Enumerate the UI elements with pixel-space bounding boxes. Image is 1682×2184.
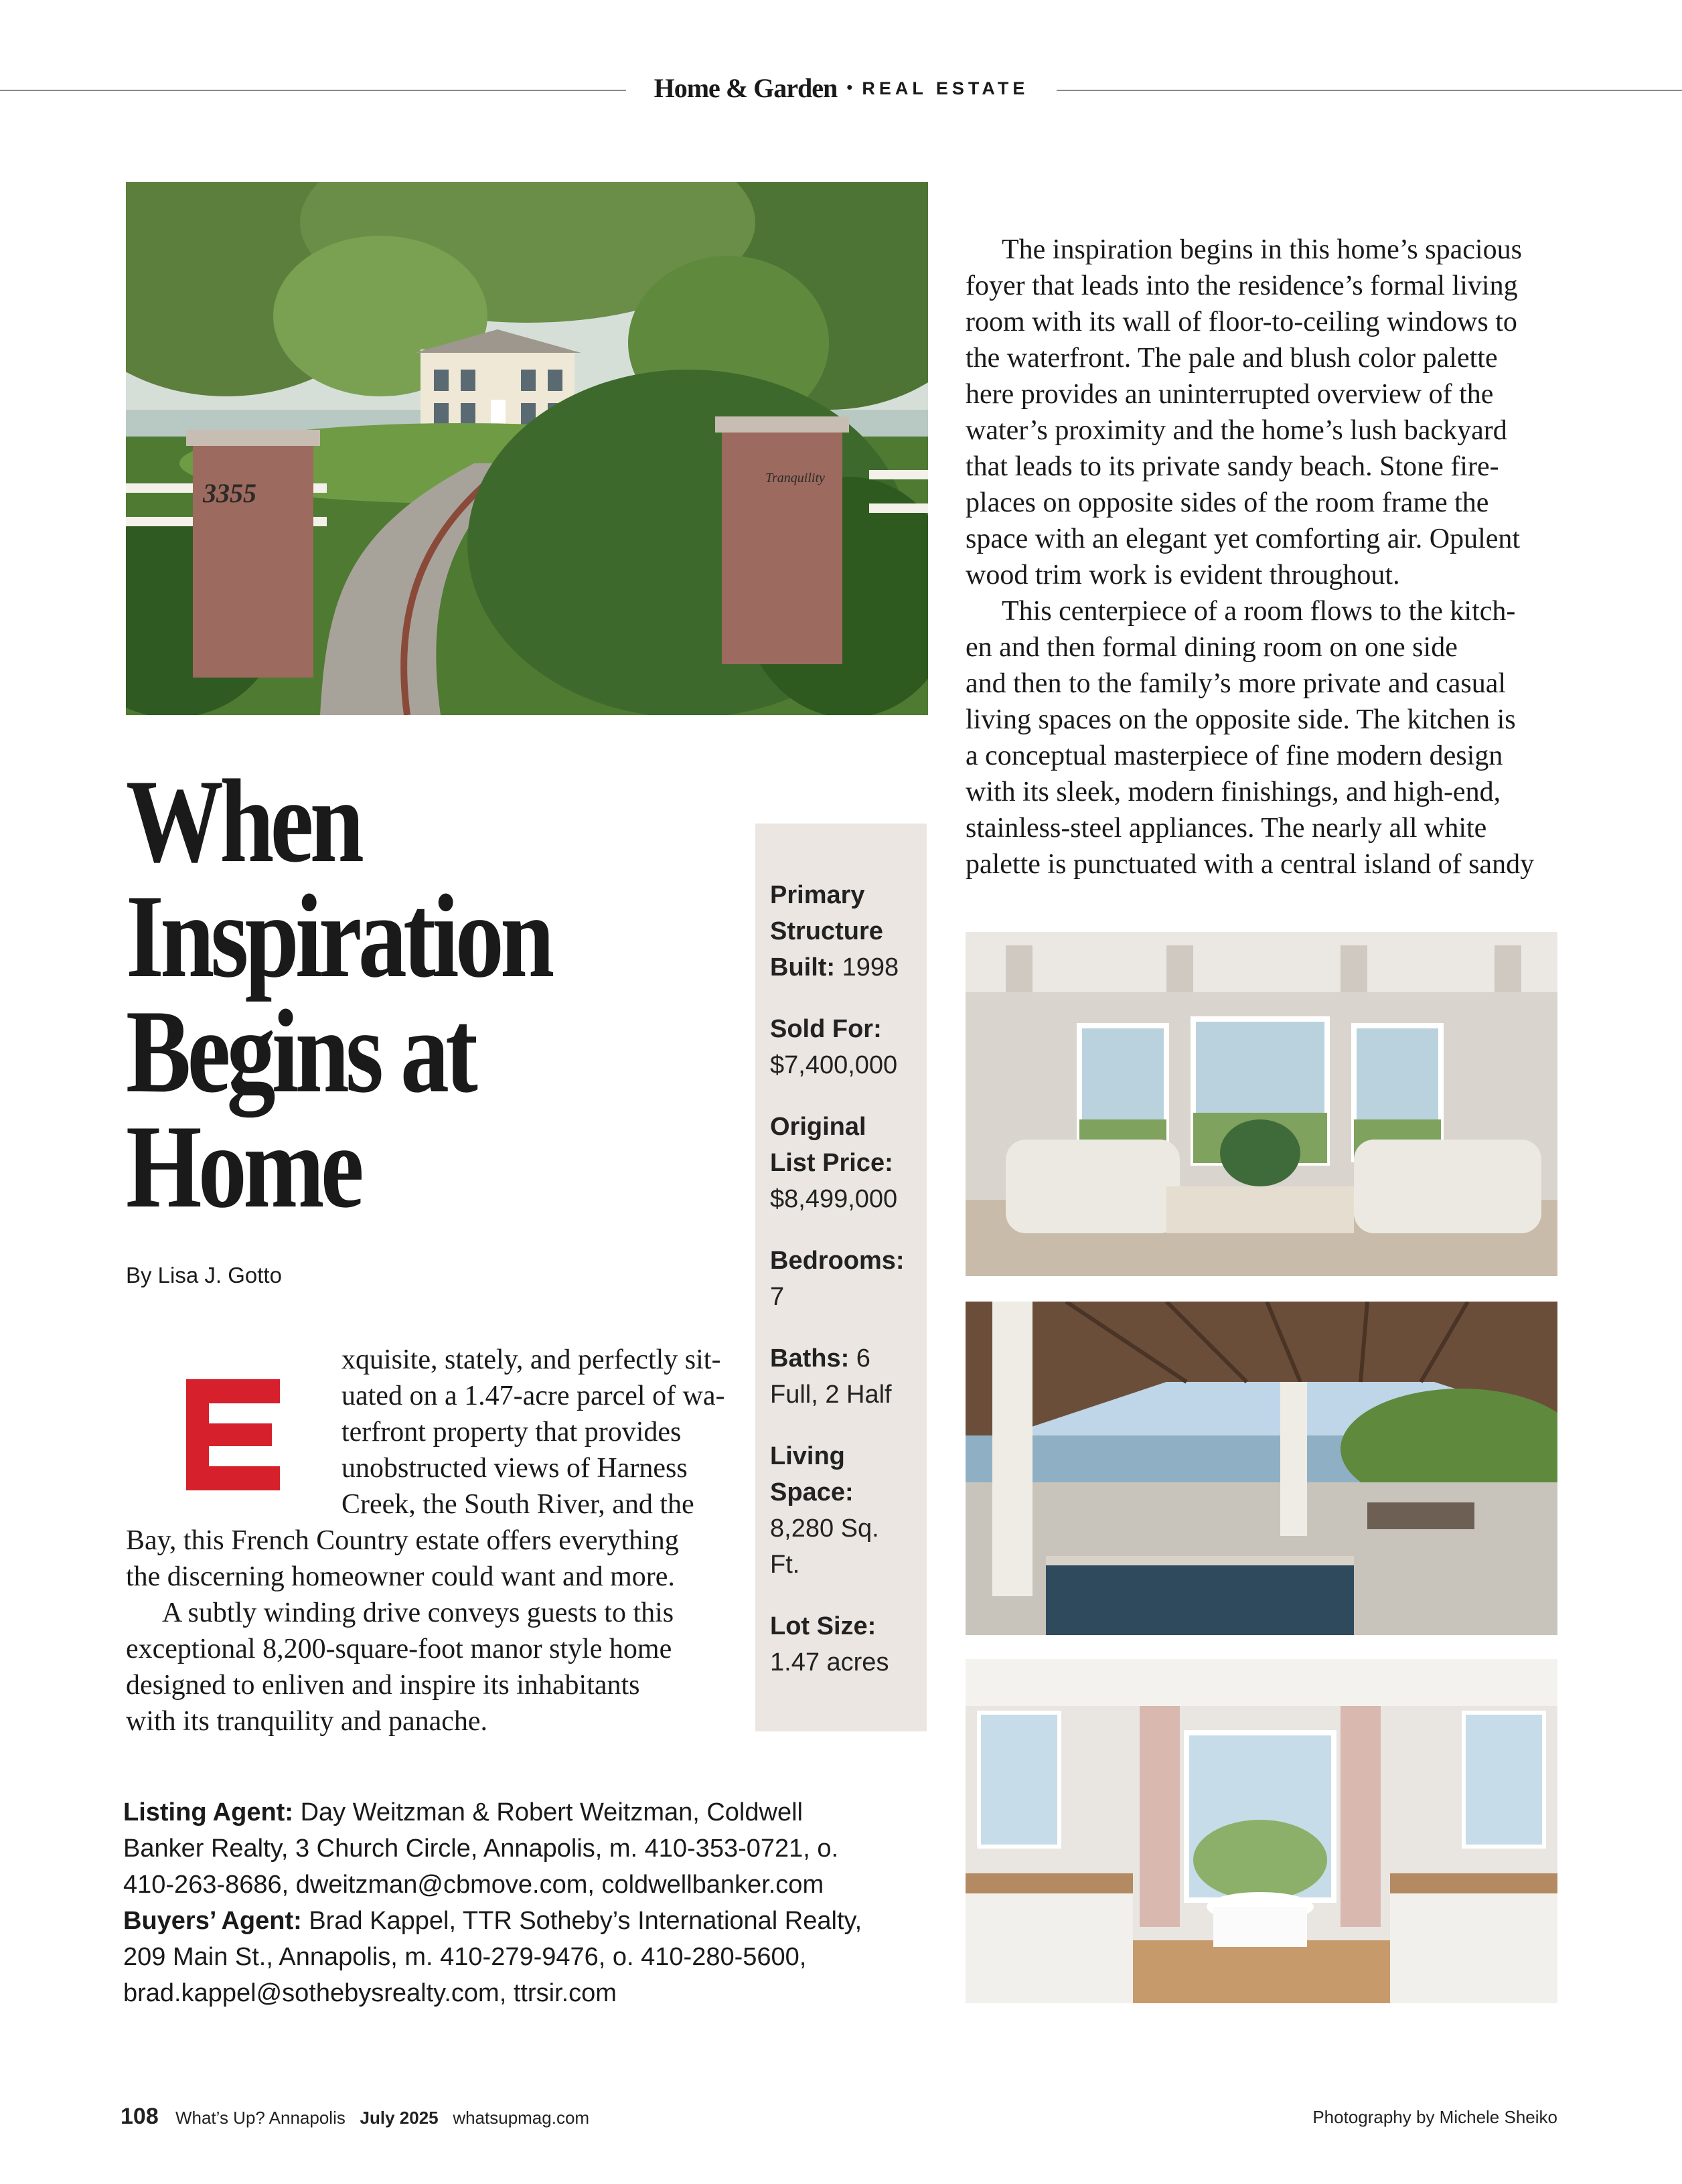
title-line: Inspiration bbox=[126, 870, 551, 1002]
photo-living-room bbox=[966, 932, 1557, 1276]
fact-value: $8,499,000 bbox=[770, 1185, 898, 1213]
fact-label: Structure bbox=[770, 917, 883, 945]
text-line: wood trim work is evident throughout. bbox=[966, 560, 1400, 591]
byline: By Lisa J. Gotto bbox=[126, 1263, 282, 1288]
fact-label: Built: bbox=[770, 953, 836, 982]
text-line: and then to the family’s more private and casual bbox=[966, 668, 1507, 699]
fact-value: 7 bbox=[770, 1283, 785, 1311]
photo-bathroom bbox=[966, 1659, 1557, 2003]
fact-list-price bbox=[770, 1109, 924, 1217]
text-line: room with its wall of floor-to-ceiling windows to bbox=[966, 307, 1517, 337]
fact-label: Primary bbox=[770, 881, 865, 909]
fact-lot-size bbox=[770, 1608, 924, 1681]
fact-baths bbox=[770, 1340, 924, 1413]
text-line: Creek, the South River, and the bbox=[341, 1489, 694, 1520]
listing-agent-text: Day Weitzman & Robert Weitzman, Coldwell bbox=[300, 1798, 803, 1826]
text-line: places on opposite sides of the room frame the bbox=[966, 487, 1489, 518]
fact-built bbox=[770, 877, 924, 986]
photo-sign-address: 3355 bbox=[203, 478, 256, 508]
text-line: The inspiration begins in this home’s spacious bbox=[1002, 234, 1522, 265]
fact-label: Lot Size: bbox=[770, 1612, 876, 1640]
text-line: Bay, this French Country estate offers everything bbox=[126, 1525, 679, 1556]
header-rule-left bbox=[0, 90, 626, 91]
article-title bbox=[126, 755, 620, 1233]
title-line: Begins at bbox=[126, 985, 475, 1117]
text-line: terfront property that provides bbox=[341, 1417, 682, 1448]
text-line: exceptional 8,200-square-foot manor style home bbox=[126, 1634, 672, 1664]
issue-date: July 2025 bbox=[360, 2108, 439, 2128]
listing-agent-line: 410-263-8686, dweitzman@cbmove.com, coldwellbanker.com bbox=[123, 1871, 824, 1899]
listing-agent-line: Banker Realty, 3 Church Circle, Annapolis, m. 410-353-0721, o. bbox=[123, 1835, 839, 1863]
section-header bbox=[626, 72, 1057, 104]
right-column-text bbox=[966, 232, 1557, 882]
fact-label: Living bbox=[770, 1442, 845, 1470]
text-line: a conceptual masterpiece of fine modern design bbox=[966, 740, 1503, 771]
text-line: here provides an uninterrupted overview of the bbox=[966, 379, 1494, 410]
header-separator: • bbox=[846, 77, 853, 97]
title-line: When bbox=[126, 755, 361, 887]
property-facts-sidebar bbox=[755, 824, 927, 1731]
header-rule-right bbox=[1057, 90, 1682, 91]
subsection-name: REAL ESTATE bbox=[862, 78, 1029, 98]
text-line: A subtly winding drive conveys guests to this bbox=[162, 1597, 674, 1628]
text-line: en and then formal dining room on one side bbox=[966, 632, 1458, 663]
section-name: Home & Garden bbox=[654, 73, 838, 103]
fact-value: 1998 bbox=[842, 953, 899, 982]
text-line: living spaces on the opposite side. The kitchen is bbox=[966, 704, 1516, 735]
fact-living-space bbox=[770, 1438, 924, 1583]
listing-agent-label: Listing Agent: bbox=[123, 1798, 293, 1826]
text-line: palette is punctuated with a central island of sandy bbox=[966, 849, 1535, 880]
page-footer bbox=[121, 2104, 589, 2130]
fact-value: $7,400,000 bbox=[770, 1051, 898, 1079]
text-line: the discerning homeowner could want and more. bbox=[126, 1561, 675, 1592]
buyers-agent-text: Brad Kappel, TTR Sotheby’s International Realty, bbox=[309, 1907, 862, 1935]
text-line: water’s proximity and the home’s lush backyard bbox=[966, 415, 1507, 446]
listing-agent-line bbox=[123, 1794, 960, 1830]
title-line: Home bbox=[126, 1100, 360, 1233]
fact-value: 8,280 Sq. bbox=[770, 1514, 879, 1543]
photo-living-room-art bbox=[966, 932, 1557, 1276]
text-line: uated on a 1.47-acre parcel of wa- bbox=[341, 1381, 725, 1411]
text-line: xquisite, stately, and perfectly sit- bbox=[341, 1344, 721, 1375]
page-number: 108 bbox=[121, 2104, 159, 2129]
agent-info bbox=[123, 1794, 960, 2011]
publication-name: What’s Up? Annapolis bbox=[175, 2108, 346, 2128]
website: whatsupmag.com bbox=[453, 2108, 590, 2128]
photo-bathroom-art bbox=[966, 1659, 1557, 2003]
fact-bedrooms bbox=[770, 1243, 924, 1315]
photo-porch-pool bbox=[966, 1302, 1557, 1635]
buyers-agent-label: Buyers’ Agent: bbox=[123, 1907, 302, 1935]
fact-label: Sold For: bbox=[770, 1015, 882, 1043]
fact-label: Original bbox=[770, 1113, 866, 1141]
photo-house-exterior-art bbox=[126, 182, 928, 715]
fact-label: List Price: bbox=[770, 1149, 893, 1177]
photo-porch-pool-art bbox=[966, 1302, 1557, 1635]
text-line: with its sleek, modern finishings, and high-end, bbox=[966, 777, 1501, 807]
text-line: that leads to its private sandy beach. Stone fire- bbox=[966, 451, 1499, 482]
photo-sign-name: Tranquility bbox=[765, 471, 825, 485]
buyers-agent-line: 209 Main St., Annapolis, m. 410-279-9476, o. 410-280-5600, bbox=[123, 1943, 807, 1971]
fact-value: Full, 2 Half bbox=[770, 1381, 892, 1409]
fact-label: Space: bbox=[770, 1478, 854, 1506]
fact-value: 1.47 acres bbox=[770, 1648, 889, 1676]
fact-label: Baths: bbox=[770, 1344, 850, 1373]
text-line: space with an elegant yet comforting air. Opulent bbox=[966, 524, 1521, 554]
buyers-agent-line: brad.kappel@sothebysrealty.com, ttrsir.com bbox=[123, 1979, 617, 2007]
intro-paragraph bbox=[126, 1342, 725, 1739]
buyers-agent-line bbox=[123, 1903, 960, 1939]
fact-value: 6 bbox=[856, 1344, 870, 1373]
fact-value: Ft. bbox=[770, 1551, 800, 1579]
text-line: This centerpiece of a room flows to the kitch- bbox=[1002, 596, 1516, 627]
fact-label: Bedrooms: bbox=[770, 1247, 905, 1275]
text-line: the waterfront. The pale and blush color palette bbox=[966, 343, 1498, 374]
text-line: unobstructed views of Harness bbox=[341, 1453, 688, 1484]
text-line: with its tranquility and panache. bbox=[126, 1706, 488, 1737]
fact-sold-for bbox=[770, 1011, 924, 1083]
text-line: stainless-steel appliances. The nearly all white bbox=[966, 813, 1487, 844]
photo-credit: Photography by Michele Sheiko bbox=[1312, 2107, 1557, 2127]
text-line: designed to enliven and inspire its inhabitants bbox=[126, 1670, 640, 1701]
photo-house-exterior bbox=[126, 182, 928, 715]
text-line: foyer that leads into the residence’s formal living bbox=[966, 270, 1518, 301]
